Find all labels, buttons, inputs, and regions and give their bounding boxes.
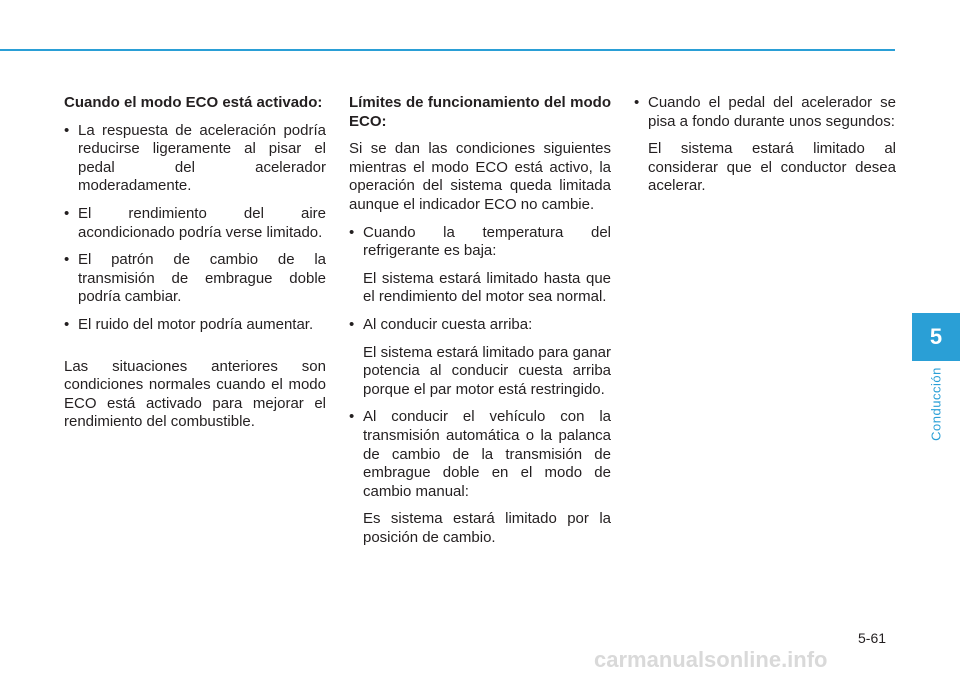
bullet-detail: El sistema estará limitado hasta que el rendimiento del motor sea normal. [363, 269, 611, 306]
paragraph: Las situaciones anteriores son condiciones normales cuando el modo ECO está activado para mejorar el rendimiento del combustible. [64, 357, 326, 431]
bullet-detail: El sistema estará limitado para ganar potencia al conducir cuesta arriba porque el par motor está restringido. [363, 343, 611, 398]
spacer [64, 344, 326, 358]
bullet-marker: • [64, 315, 70, 333]
bullet-text: El patrón de cambio de la transmisión de embrague doble podría cambiar. [78, 251, 326, 306]
column-2 [349, 94, 611, 556]
bullet-marker: • [64, 121, 70, 139]
bullet-item [349, 408, 611, 501]
bullet-item [64, 122, 326, 196]
bullet-text: Cuando el pedal del acelerador se pisa a fondo durante unos segundos: [648, 94, 896, 130]
bullet-text: El rendimiento del aire acondicionado podría verse limitado. [78, 204, 326, 241]
chapter-name: Conducción [928, 367, 944, 441]
bullet-item [349, 224, 611, 261]
bullet-item [634, 94, 896, 131]
bullet-detail: El sistema estará limitado al considerar que el conductor desea acelerar. [648, 140, 896, 195]
bullet-text: El ruido del motor podría aumentar. [78, 315, 314, 333]
watermark: carmanualsonline.info [594, 647, 828, 672]
bullet-marker: • [64, 204, 70, 222]
page-number: 5-61 [858, 630, 887, 646]
bullet-item [64, 316, 326, 335]
bullet-marker: • [349, 315, 355, 333]
bullet-marker: • [349, 223, 355, 241]
bullet-text: Al conducir el vehículo con la transmisión automática o la palanca de cambio de la transmisión de embrague doble en el modo de cambio manual: [363, 408, 611, 500]
chapter-number-tab: 5 [912, 313, 960, 361]
header-rule [0, 49, 895, 51]
bullet-marker: • [349, 408, 355, 426]
section-heading-eco-limits: Límites de funcionamiento del modo ECO: [349, 94, 611, 130]
bullet-marker: • [64, 251, 70, 269]
bullet-detail: Es sistema estará limitado por la posición de cambio. [363, 510, 611, 546]
bullet-text: Cuando la temperatura del refrigerante es baja: [363, 223, 611, 260]
column-1 [64, 94, 326, 441]
bullet-item [64, 205, 326, 242]
intro-paragraph: Si se dan las condiciones siguientes mientras el modo ECO está activo, la operación del sistema queda limitada aunque el indicador ECO no cambie. [349, 140, 611, 213]
column-3 [634, 94, 896, 205]
bullet-text: La respuesta de aceleración podría reducirse ligeramente al pisar el pedal del acelerador moderadamente. [78, 121, 326, 195]
bullet-marker: • [634, 94, 640, 111]
bullet-item [64, 251, 326, 307]
section-heading-eco-active: Cuando el modo ECO está activado: [64, 94, 323, 111]
bullet-text: Al conducir cuesta arriba: [363, 315, 533, 333]
bullet-item [349, 316, 611, 335]
